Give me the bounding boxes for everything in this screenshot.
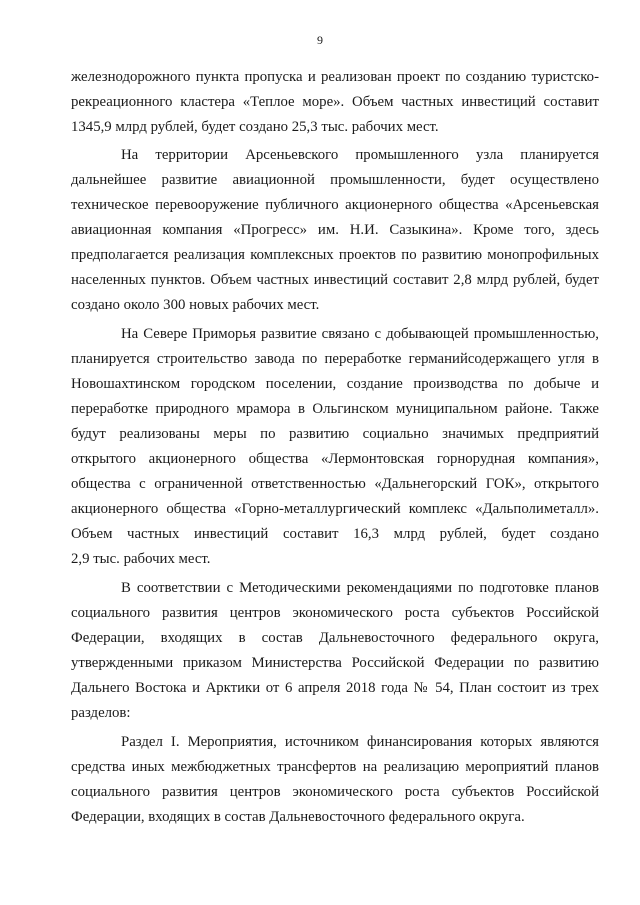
- page-number: 9: [317, 33, 323, 47]
- text-line: планируется строительство завода по переработке германийсодержащего угля в: [71, 351, 599, 367]
- text-line: разделов:: [71, 705, 131, 721]
- text-line: Раздел I. Мероприятия, источником финансирования которых являются: [121, 734, 599, 750]
- text-line: дальнейшее развитие авиационной промышленности, будет осуществлено: [71, 172, 599, 188]
- text-line: авиационная компания «Прогресс» им. Н.И. Сазыкина». Кроме того, здесь: [71, 222, 599, 238]
- text-line: На территории Арсеньевского промышленного узла планируется: [121, 147, 599, 163]
- text-line: будут реализованы меры по развитию социально значимых предприятий: [71, 426, 599, 442]
- text-line: Дальнего Востока и Арктики от 6 апреля 2018 года № 54, План состоит из трех: [71, 680, 599, 696]
- text-line: 2,9 тыс. рабочих мест.: [71, 551, 211, 567]
- text-line: социального развития центров экономического роста субъектов Российской: [71, 784, 599, 800]
- text-line: утвержденными приказом Министерства Российской Федерации по развитию: [71, 655, 599, 671]
- text-line: рекреационного кластера «Теплое море». Объем частных инвестиций составит: [71, 94, 599, 110]
- text-line: создано около 300 новых рабочих мест.: [71, 297, 320, 313]
- text-line: предполагается реализация комплексных проектов по развитию монопрофильных: [71, 247, 599, 263]
- text-line: На Севере Приморья развитие связано с добывающей промышленностью,: [121, 326, 599, 342]
- text-line: Объем частных инвестиций составит 16,3 млрд рублей, будет создано: [71, 526, 599, 542]
- text-line: средства иных межбюджетных трансфертов на реализацию мероприятий планов: [71, 759, 599, 775]
- text-line: общества с ограниченной ответственностью «Дальнегорский ГОК», открытого: [71, 476, 599, 492]
- text-line: 1345,9 млрд рублей, будет создано 25,3 тыс. рабочих мест.: [71, 119, 439, 135]
- text-line: Новошахтинском городском поселении, создание производства по добыче и: [71, 376, 599, 392]
- text-line: открытого акционерного общества «Лермонтовская горнорудная компания»,: [71, 451, 599, 467]
- text-line: железнодорожного пункта пропуска и реализован проект по созданию туристско-: [71, 69, 599, 85]
- text-line: переработке природного мрамора в Ольгинском муниципальном районе. Также: [71, 401, 599, 417]
- text-line: населенных пунктов. Объем частных инвестиций составит 2,8 млрд рублей, будет: [71, 272, 599, 288]
- text-line: техническое перевооружение публичного акционерного общества «Арсеньевская: [71, 197, 599, 213]
- text-line: Федерации, входящих в состав Дальневосточного федерального округа,: [71, 630, 599, 646]
- text-line: акционерного общества «Горно-металлургический комплекс «Дальполиметалл».: [71, 501, 599, 517]
- text-line: социального развития центров экономического роста субъектов Российской: [71, 605, 599, 621]
- text-line: В соответствии с Методическими рекомендациями по подготовке планов: [121, 580, 599, 596]
- text-line: Федерации, входящих в состав Дальневосточного федерального округа.: [71, 809, 525, 825]
